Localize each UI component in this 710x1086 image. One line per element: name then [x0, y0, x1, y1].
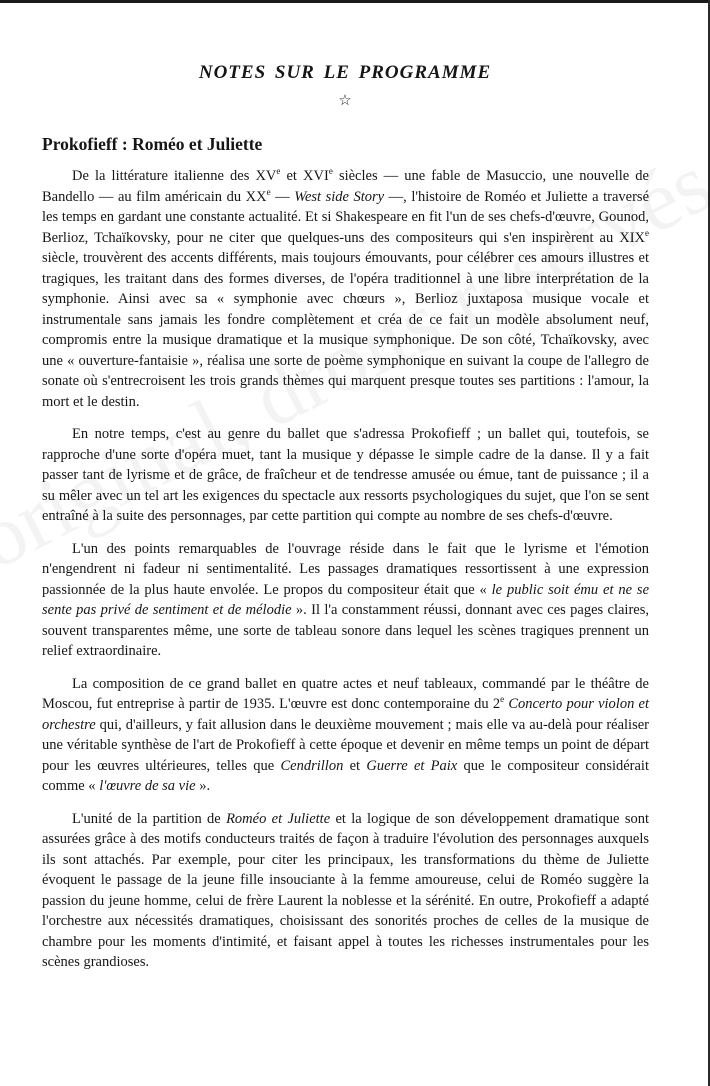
superscript: e — [266, 186, 271, 197]
text-run: En notre temps, c'est au genre du ballet que s'adressa Prokofieff ; un ballet qui, toutefois, se rapproche d'une sorte d'opéra muet, tant la musique y dépasse le simple cadre de la danse. Il y a fait passer tant de lyrisme et de grâce, de fraîcheur et de tendresse amusée ou émue, tant de puissance ; il a su mêler avec un tel art les exigences du spectacle aux ressorts psychologiques du sujet, que l'on se sent entraîné à la suite des personnages, par cette partition qui compte au nombre de ses chefs-d'œuvre. — [42, 426, 649, 524]
text-run: et XVI — [280, 168, 329, 184]
italic-text: Concerto pour violon et orchestre — [42, 696, 649, 733]
body-text — [42, 166, 649, 985]
italic-text: Cendrillon — [280, 757, 344, 774]
star-ornament-icon: ☆ — [338, 93, 352, 109]
text-run: La composition de ce grand ballet en quatre actes et neuf tableaux, commandé par le théâtre de Moscou, fut entreprise à partir de 1935. L'œuvre est donc contemporaine du 2 — [42, 675, 649, 712]
italic-text: West side Story — [294, 188, 385, 205]
text-run: et — [343, 757, 367, 774]
superscript: e — [500, 694, 505, 705]
text-run: — — [270, 188, 295, 205]
paragraph-3 — [42, 539, 649, 662]
scan-top-border — [0, 0, 710, 3]
text-run: ». Il l'a constamment réussi, donnant avec ces pages claires, souvent transparentes même, une sorte de tableau sonore dans lequel les scènes tragiques prennent un relief extraordinaire. — [42, 602, 649, 659]
text-run: L'un des points remarquables de l'ouvrage réside dans le fait que le lyrisme et l'émotion n'engendrent ni fadeur ni sentimentalité. Les passages dramatiques ressortissent à une expression passionnée de la plus haute envolée. Le propos du compositeur était que « — [42, 540, 649, 598]
paragraph-5 — [42, 809, 649, 973]
text-run: qui, d'ailleurs, y fait allusion dans le deuxième mouvement ; mais elle va au-delà pour réaliser une véritable synthèse de l'art de Prokofieff à cette époque et devenir en même temps un point de départ pour les œuvres ultérieures, telles que — [42, 716, 649, 774]
page-heading: NOTES SUR LE PROGRAMME — [198, 62, 492, 83]
section-title: Prokofieff : Roméo et Juliette — [42, 134, 263, 154]
text-run: —, l'histoire de Roméo et Juliette a traversé les temps en gardant une constante actualité. Et si Shakespeare en fit l'un de ses chefs-d'œuvre, Gounod, Berlioz, Tchaïkovsky, pour ne citer que quelques-uns des compositeurs qui s'en inspirèrent au XIX — [42, 188, 650, 246]
text-run: De la littérature italienne des XV — [72, 168, 277, 184]
italic-text: l'œuvre de sa vie — [99, 778, 196, 794]
text-run: que le compositeur considérait comme « — [42, 757, 649, 794]
text-run: ». — [195, 778, 211, 794]
text-run: siècles — une fable de Masuccio, une nouvelle de Bandello — au film américain du XX — [42, 168, 649, 205]
superscript: e — [276, 166, 281, 177]
italic-text: le public soit ému et ne se sente pas privé de sentiment et de mélodie — [42, 581, 650, 618]
paragraph-2 — [42, 424, 649, 527]
superscript: e — [645, 227, 649, 238]
italic-text: Roméo et Juliette — [226, 810, 331, 827]
text-run: siècle, trouvèrent des accents différents, mais toujours émouvants, pour célébrer ces amours illustres et tragiques, les traitant dans des formes diverses, de l'opéra traditionnel à une libre interprétation de la symphonie. Ainsi avec sa « symphonie avec chœurs », Berlioz juxtaposa musique vocale et instrumentale sans jamais les fondre complètement et créa de ce fait un modèle absolument neuf, compromis entre la musique dramatique et la musique symphonique. De son côté, Tchaïkovsky, avec une « ouverture-fantaisie », réalisa une sorte de poème symphonique en suivant la coupe de l'allegro de sonate où s'entrecroisent les trois grands thèmes qui marquent presque toutes ses partitions : l'amour, la mort et le destin. — [42, 250, 649, 410]
italic-text: Guerre et Paix — [366, 757, 458, 774]
paragraph-4 — [42, 674, 649, 797]
text-run: et la logique de son développement dramatique sont assurées grâce à des motifs conducteurs traités de façon à traduire l'évolution des personnages auxquels ils sont attachés. Par exemple, pour citer les principaux, les transformations du thème de Juliette évoquent le passage de la jeune fille insouciante à la femme amoureuse, celui de Roméo suggère la passion du jeune homme, celui de frère Laurent la noblesse et la sérénité. En outre, Prokofieff a adapté l'orchestre aux nécessités dramatiques, choisissant des sonorités proches de celles de la musique de chambre pour les moments d'intimité, et faisant appel à toutes les richesses instrumentales pour les scènes grandioses. — [42, 810, 649, 970]
paragraph-1 — [42, 166, 649, 412]
text-run: L'unité de la partition de — [72, 810, 227, 827]
superscript: e — [328, 166, 333, 177]
